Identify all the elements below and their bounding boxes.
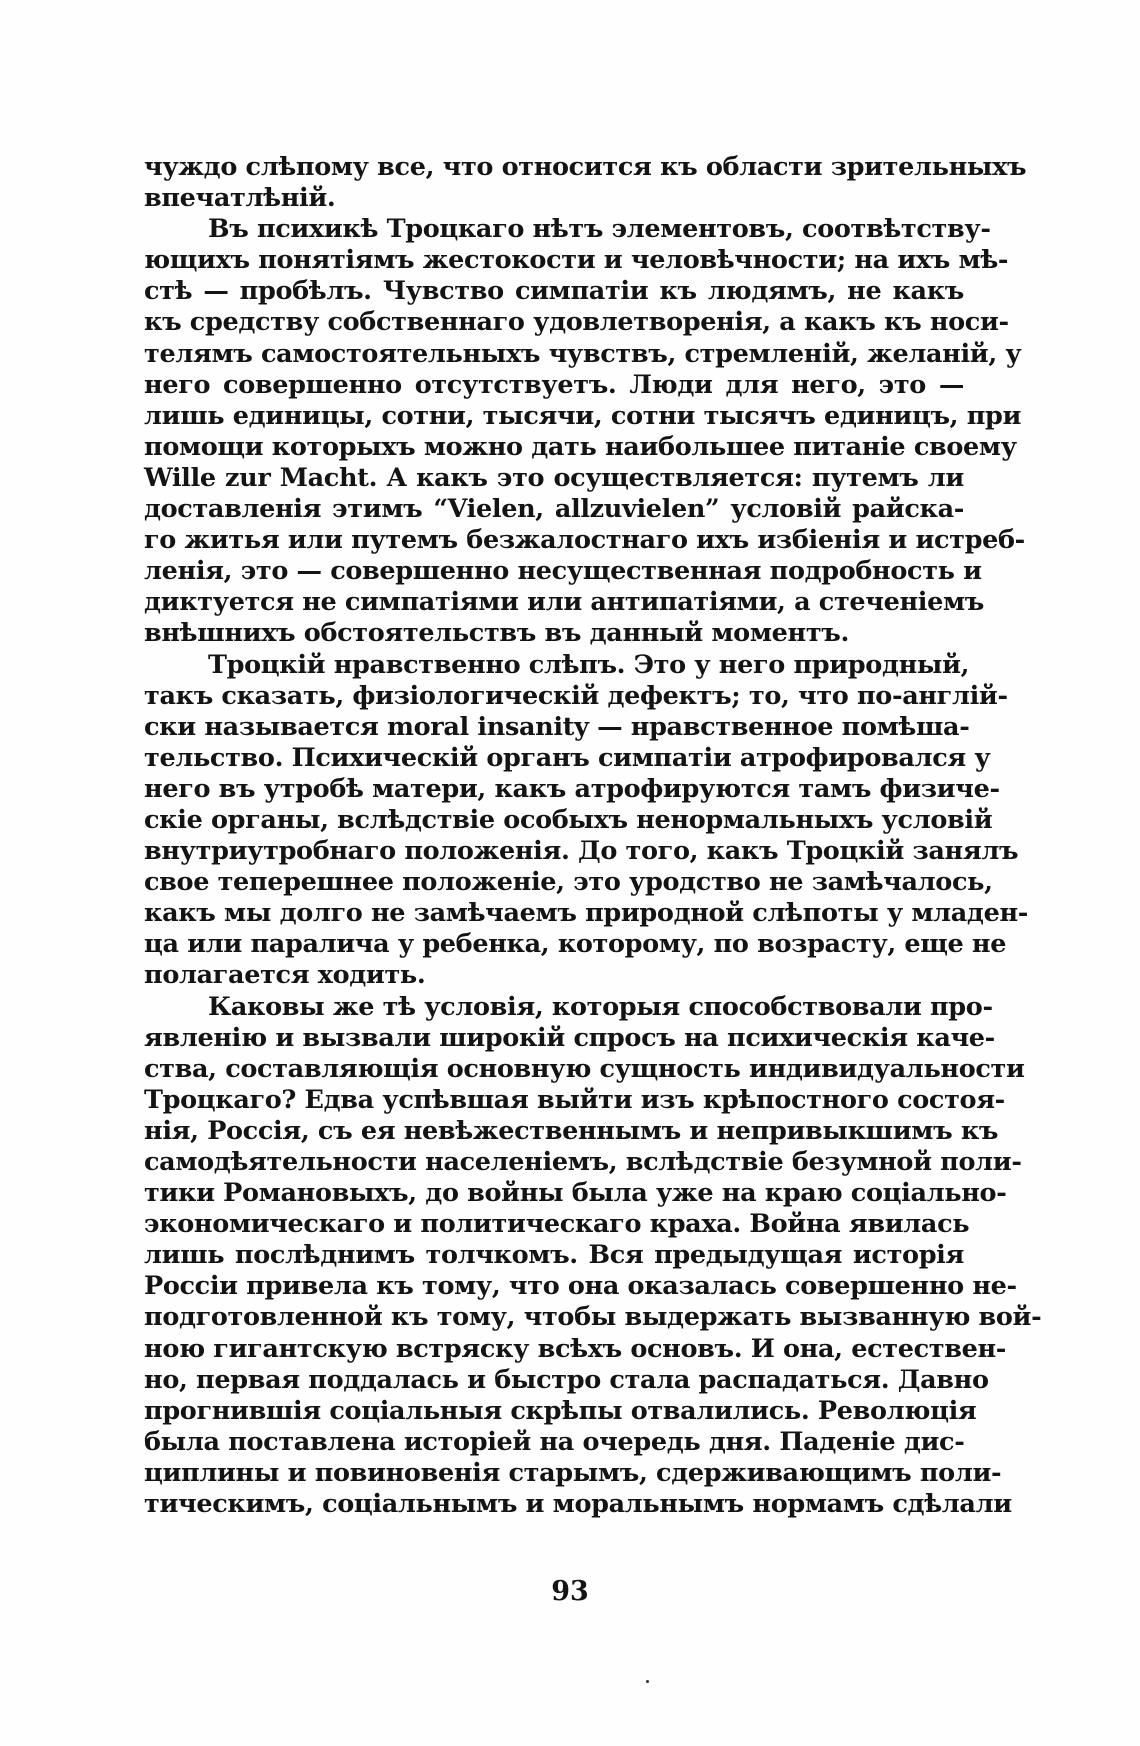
text-line: свое теперешнее положеніе, это уродство не замѣчалось, [144, 867, 993, 898]
text-line: него въ утробѣ матери, какъ атрофируются тамъ физиче- [144, 773, 1000, 804]
text-line: подготовленной къ тому, чтобы выдержать вызванную вой- [144, 1302, 1042, 1333]
paragraph-first-line: Каковы же тѣ условія, которыя способствовали про- [208, 991, 993, 1022]
text-line: но, первая поддалась и быстро стала распадаться. Давно [144, 1364, 989, 1395]
text-line: прогнившія соціальныя скрѣпы отвалились. Революція [144, 1395, 977, 1426]
text-line: къ средству собственнаго удовлетворенія, а какъ къ носи- [144, 307, 1009, 338]
text-line: ства, составляющія основную сущность индивидуальности [144, 1053, 1025, 1084]
text-line: ски называется moral insanity — нравственное помѣша- [144, 711, 970, 742]
text-line: диктуется не симпатіями или антипатіями, а стеченіемъ [144, 587, 985, 618]
text-line: Wille zur Macht. А какъ это осуществляется: путемъ ли [144, 462, 964, 493]
text-line: Россіи привела къ тому, что она оказалась совершенно не- [144, 1271, 1017, 1302]
text-line: лишь послѣднимъ толчкомъ. Вся предыдущая исторія [144, 1240, 964, 1271]
text-line: экономическаго и политическаго краха. Война явилась [144, 1209, 970, 1240]
text-line: ющихъ понятіямъ жестокости и человѣчности; на ихъ мѣ- [144, 245, 1009, 276]
body-text [144, 152, 1042, 1520]
text-line: впечатлѣній. [144, 183, 336, 214]
text-line: явленію и вызвали широкій спросъ на психическія каче- [144, 1022, 995, 1053]
text-line: Троцкаго? Едва успѣвшая выйти изъ крѣпостного состоя- [144, 1084, 1005, 1115]
text-line: стѣ — пробѣлъ. Чувство симпатіи къ людямъ, не какъ [144, 276, 964, 307]
text-line: ною гигантскую встряску всѣхъ основъ. И она, естествен- [144, 1333, 1007, 1364]
text-line: тельство. Психическій органъ симпатіи атрофировался у [144, 742, 991, 773]
text-line: внутриутробнаго положенія. До того, какъ Троцкій занялъ [144, 836, 1019, 867]
text-line: была поставлена исторіей на очередь дня. Паденіе дис- [144, 1426, 965, 1457]
text-line: доставленія этимъ “Vielen, allzuvielen” условій райска- [144, 494, 964, 525]
text-line: телямъ самостоятельныхъ чувствъ, стремленій, желаній, у [144, 338, 1022, 369]
text-line: какъ мы долго не замѣчаемъ природной слѣпоты у младен- [144, 898, 1028, 929]
paragraph-first-line: Въ психикѣ Троцкаго нѣтъ элементовъ, соотвѣтству- [208, 214, 991, 245]
text-line: ленія, это — совершенно несущественная подробность и [144, 556, 982, 587]
text-line: полагается ходить. [144, 960, 426, 991]
page-number: 93 [551, 1576, 589, 1607]
text-line: лишь единицы, сотни, тысячи, сотни тысячъ единицъ, при [144, 400, 1022, 431]
text-line: него совершенно отсутствуетъ. Люди для него, это — [144, 369, 964, 400]
text-line: ца или паралича у ребенка, которому, по возрасту, еще не [144, 929, 1007, 960]
text-line: самодѣятельности населеніемъ, вслѣдствіе безумной поли- [144, 1147, 1022, 1177]
text-line: помощи которыхъ можно дать наибольшее питаніе своему [144, 431, 1017, 462]
text-line: чуждо слѣпому все, что относится къ области зрительныхъ [144, 152, 1027, 182]
print-speck [646, 1680, 649, 1683]
text-line: нія, Россія, съ ея невѣжественнымъ и непривыкшимъ къ [144, 1115, 999, 1146]
text-line: скіе органы, вслѣдствіе особыхъ ненормальныхъ условій [144, 804, 993, 835]
text-line: циплины и повиновенія старымъ, сдерживающимъ поли- [144, 1457, 1002, 1488]
text-line: тическимъ, соціальнымъ и моральнымъ нормамъ сдѣлали [144, 1489, 1012, 1520]
text-line: такъ сказать, физіологическій дефектъ; то, что по-англій- [144, 680, 1008, 711]
paragraph-first-line: Троцкій нравственно слѣпъ. Это у него природный, [208, 649, 970, 680]
text-line: тики Романовыхъ, до войны была уже на краю соціально- [144, 1178, 1007, 1209]
text-line: го житья или путемъ безжалостнаго ихъ избіенія и истреб- [144, 525, 1025, 556]
text-line: внѣшнихъ обстоятельствъ въ данный моментъ. [144, 618, 850, 649]
